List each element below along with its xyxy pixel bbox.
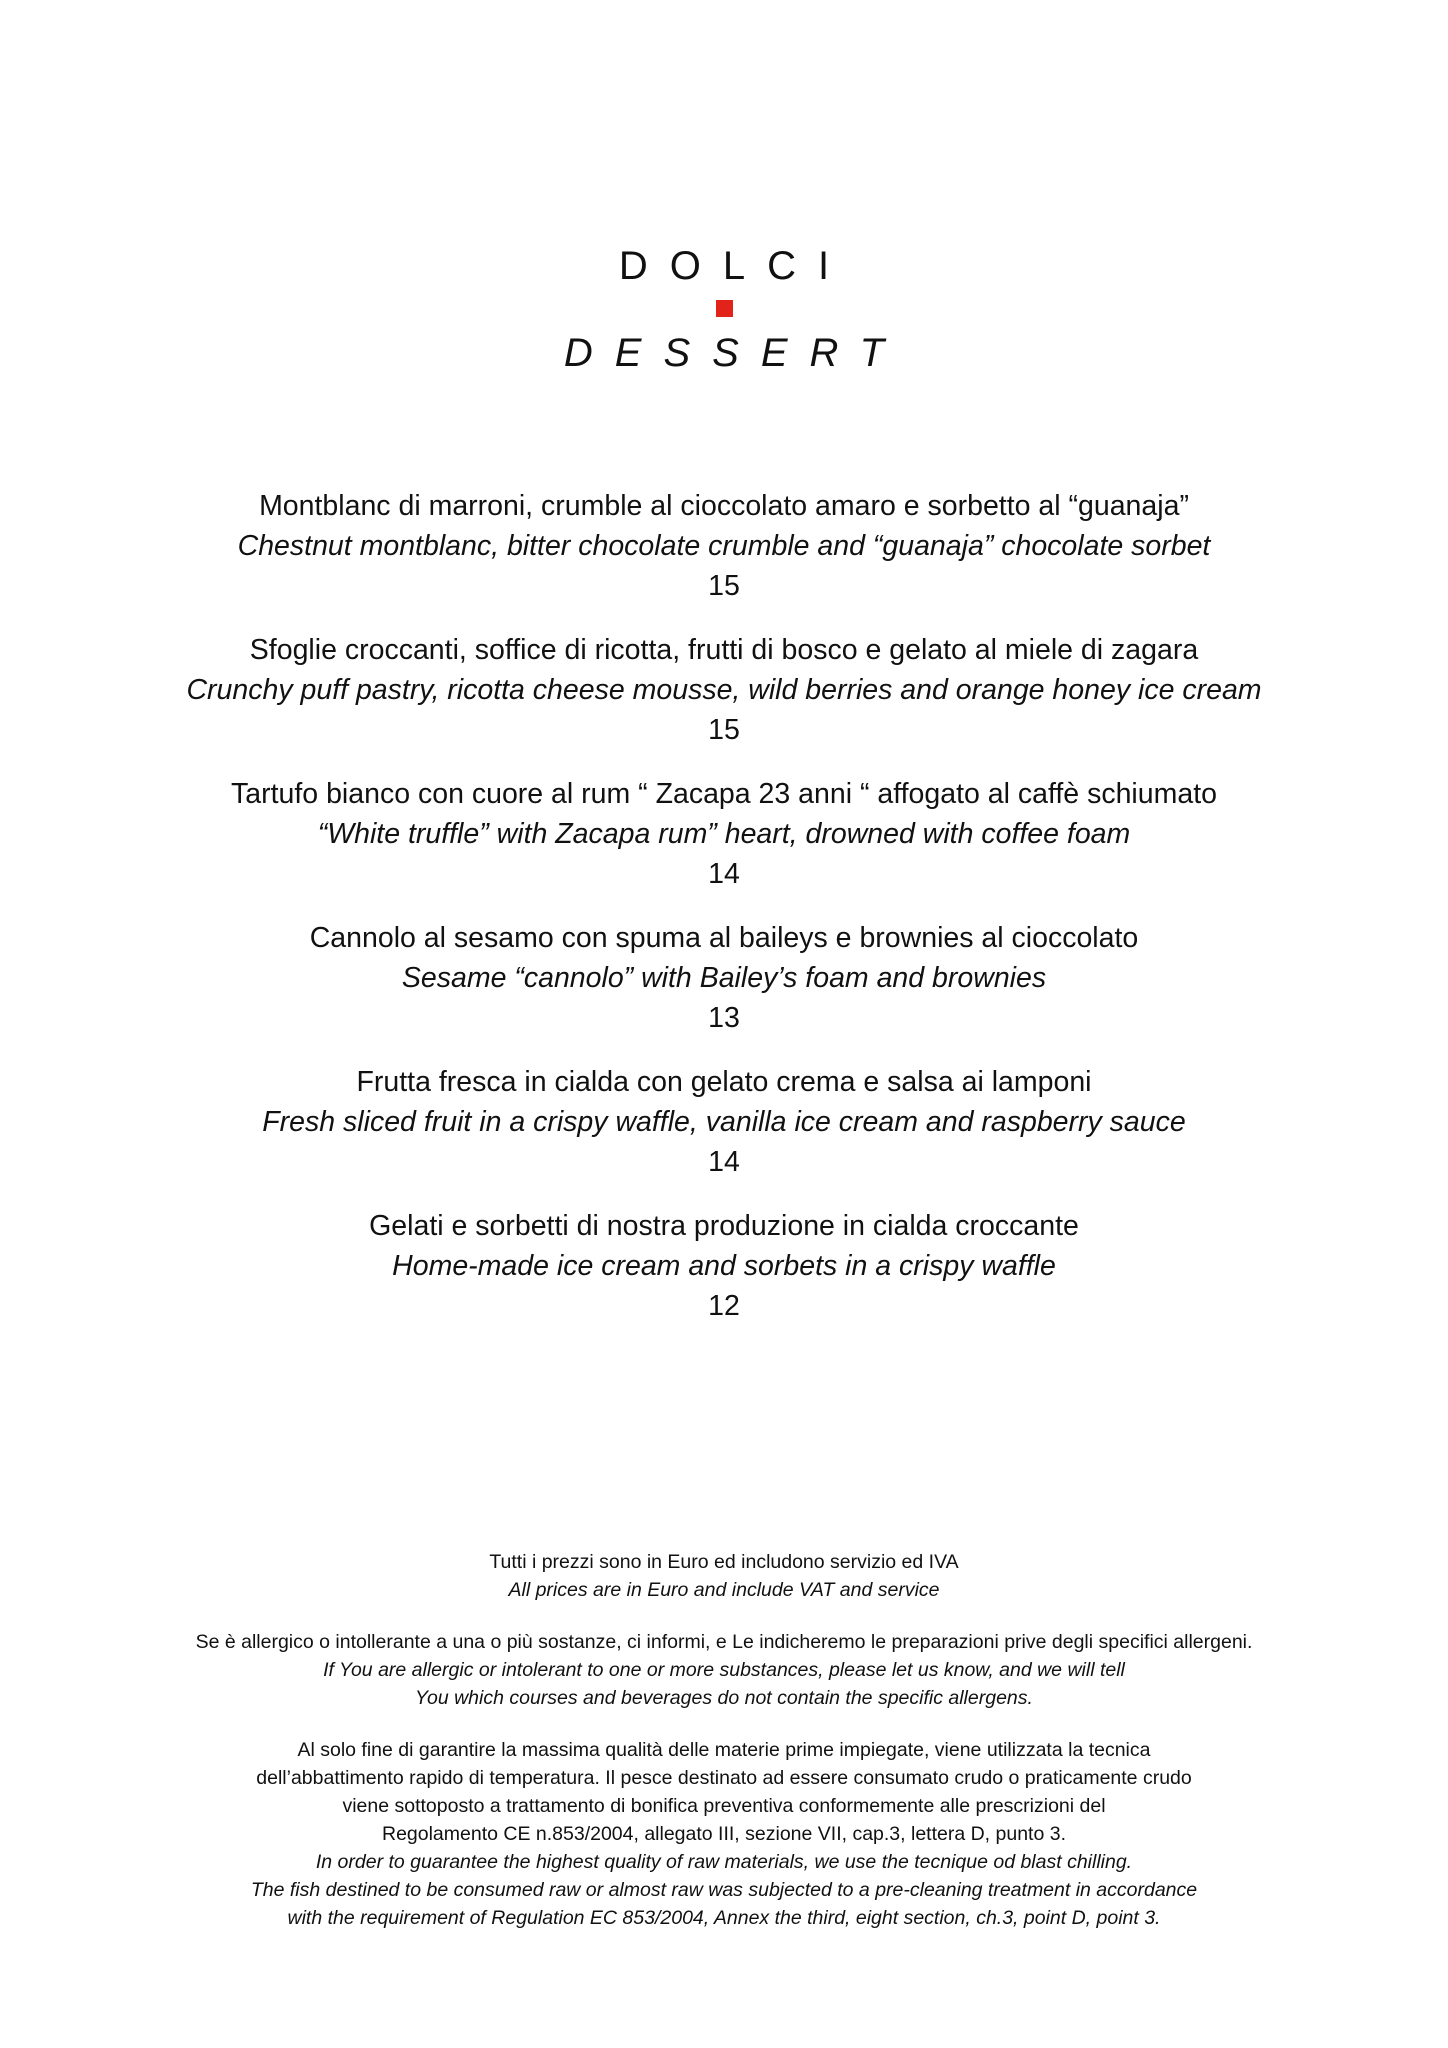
dish-name-english: Chestnut montblanc, bitter chocolate crumble and “guanaja” chocolate sorbet bbox=[237, 530, 1211, 562]
allergens-note-italian: Se è allergico o intollerante a una o più sostanze, ci informi, e Le indicheremo le preparazioni prive degli specifici allergeni. bbox=[195, 1631, 1253, 1653]
dish-item bbox=[0, 1062, 1448, 1182]
dish-price: 15 bbox=[708, 714, 740, 746]
allergens-note bbox=[0, 1628, 1448, 1712]
quality-note-english-line: The fish destined to be consumed raw or almost raw was subjected to a pre-cleaning treatment in accordance bbox=[250, 1879, 1198, 1901]
dish-item bbox=[0, 486, 1448, 606]
dish-price: 14 bbox=[708, 858, 740, 890]
dish-item bbox=[0, 918, 1448, 1038]
prices-note bbox=[0, 1548, 1448, 1604]
dish-name-english: Home-made ice cream and sorbets in a crispy waffle bbox=[392, 1250, 1056, 1282]
blast-chilling-note bbox=[0, 1736, 1448, 1932]
page-title-english: DESSERT bbox=[563, 331, 907, 375]
dish-item bbox=[0, 1206, 1448, 1326]
dish-price: 14 bbox=[708, 1146, 740, 1178]
red-square-divider bbox=[716, 300, 733, 317]
dish-name-english: Sesame “cannolo” with Bailey’s foam and brownies bbox=[401, 962, 1047, 994]
dish-name-italian: Montblanc di marroni, crumble al cioccolato amaro e sorbetto al “guanaja” bbox=[259, 490, 1189, 522]
dish-item bbox=[0, 630, 1448, 750]
dish-name-english: Crunchy puff pastry, ricotta cheese mousse, wild berries and orange honey ice cream bbox=[186, 674, 1262, 706]
quality-note-italian-line: Al solo fine di garantire la massima qualità delle materie prime impiegate, viene utilizzata la tecnica bbox=[297, 1739, 1151, 1761]
dish-price: 13 bbox=[708, 1002, 740, 1034]
dish-name-english: Fresh sliced fruit in a crispy waffle, vanilla ice cream and raspberry sauce bbox=[262, 1106, 1186, 1138]
dessert-list bbox=[0, 486, 1448, 1350]
dish-price: 12 bbox=[708, 1290, 740, 1322]
dish-name-italian: Gelati e sorbetti di nostra produzione in cialda croccante bbox=[369, 1210, 1079, 1242]
page-title-italian: DOLCI bbox=[618, 244, 852, 288]
dish-name-italian: Tartufo bianco con cuore al rum “ Zacapa 23 anni “ affogato al caffè schiumato bbox=[231, 778, 1217, 810]
quality-note-italian-line: viene sottoposto a trattamento di bonifica preventiva conformemente alle prescrizioni del bbox=[342, 1795, 1106, 1817]
dish-price: 15 bbox=[708, 570, 740, 602]
prices-note-english: All prices are in Euro and include VAT and service bbox=[508, 1579, 940, 1601]
quality-note-english-line: In order to guarantee the highest quality of raw materials, we use the tecnique od blast chilling. bbox=[315, 1851, 1133, 1873]
dish-item bbox=[0, 774, 1448, 894]
menu-header bbox=[0, 242, 1448, 377]
dish-name-italian: Cannolo al sesamo con spuma al baileys e brownies al cioccolato bbox=[309, 922, 1139, 954]
allergens-note-english-line: You which courses and beverages do not contain the specific allergens. bbox=[415, 1687, 1033, 1709]
quality-note-english-line: with the requirement of Regulation EC 853/2004, Annex the third, eight section, ch.3, point D, point 3. bbox=[287, 1907, 1161, 1929]
quality-note-italian-line: dell’abbattimento rapido di temperatura. Il pesce destinato ad essere consumato crudo o praticamente crudo bbox=[256, 1767, 1192, 1789]
prices-note-italian: Tutti i prezzi sono in Euro ed includono servizio ed IVA bbox=[489, 1551, 959, 1573]
dish-name-english: “White truffle” with Zacapa rum” heart, drowned with coffee foam bbox=[317, 818, 1131, 850]
dish-name-italian: Sfoglie croccanti, soffice di ricotta, frutti di bosco e gelato al miele di zagara bbox=[249, 634, 1199, 666]
dish-name-italian: Frutta fresca in cialda con gelato crema e salsa ai lamponi bbox=[356, 1066, 1092, 1098]
quality-note-italian-line: Regolamento CE n.853/2004, allegato III, sezione VII, cap.3, lettera D, punto 3. bbox=[381, 1823, 1066, 1845]
menu-footnotes bbox=[0, 1548, 1448, 1956]
allergens-note-english-line: If You are allergic or intolerant to one or more substances, please let us know, and we will tell bbox=[323, 1659, 1125, 1681]
